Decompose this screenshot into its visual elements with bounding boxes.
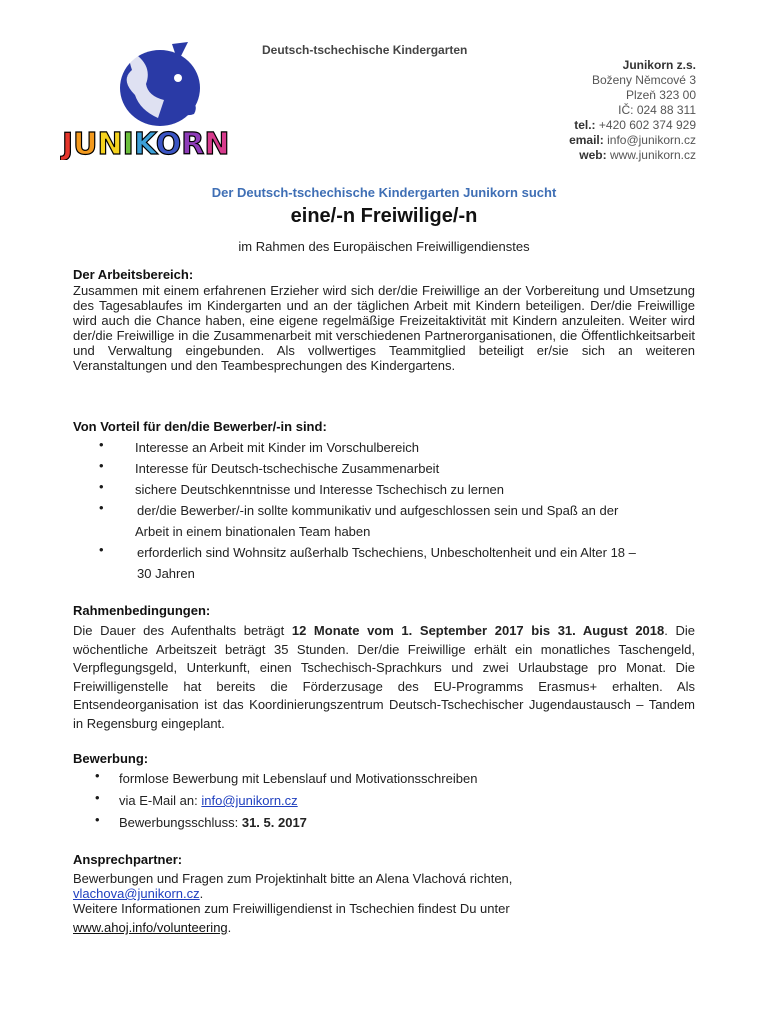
section-heading-rahmen: Rahmenbedingungen: <box>73 603 211 618</box>
rahmen-text: Die Dauer des Aufenthalts beträgt 12 Monate vom 1. September 2017 bis 31. August 2018. Die wöchentliche Arbeitszeit beträgt 35 Stunden. Der/die Freiwillige erhält ein monatliches Taschengeld, Verpflegungsgeld, Unterkunft, einen Tschechisch-Sprachkurs und zwei Urlaubstage pro Monat. Die Freiwilligenstelle hat bereits die Förderzusage des EU-Programms Erasmus+ erhalten. Als Entsendeorganisation ist das Koordinierungszentrum Deutsch-Tschechischer Jugendaustausch – Tandem in Regensburg eingeplant. <box>73 623 696 731</box>
kontakt-text: Bewerbungen und Fragen zum Projektinhalt bitte an Alena Vlachová richten, vlachova@junikorn.cz. Weitere Informationen zum Freiwilligendienst in Tschechien findest Du unter www.ahoj.info/volunteering. <box>73 871 513 935</box>
contact-name: Junikorn z.s. <box>622 58 696 72</box>
list-item: • Bewerbungsschluss: 31. 5. 2017 <box>95 812 307 830</box>
contact-street: Boženy Němcové 3 <box>591 73 696 87</box>
list-item: • formlose Bewerbung mit Lebenslauf und Motivationsschreiben <box>95 768 478 786</box>
page-title: eine/-n Freiwilige/-n <box>290 205 478 227</box>
contact-block <box>569 58 696 163</box>
vlachova-email-link[interactable]: vlachova@junikorn.cz <box>73 886 200 901</box>
contact-tel: tel.: +420 602 374 929 <box>574 118 696 132</box>
section-heading-vorteil: Von Vorteil für den/die Bewerber/-in sind: <box>73 419 327 434</box>
section-heading-arbeitsbereich: Der Arbeitsbereich: <box>73 267 194 282</box>
email-link[interactable]: info@junikorn.cz <box>201 793 298 808</box>
section-heading-bewerbung: Bewerbung: <box>73 751 149 766</box>
tagline: im Rahmen des Europäischen Freiwilligendienstes <box>238 239 530 254</box>
bewerbung-list <box>73 768 695 834</box>
list-item-continuation: Arbeit in einem binationalen Team haben <box>135 524 371 539</box>
unicorn-icon <box>60 40 265 160</box>
list-item: • via E-Mail an: info@junikorn.cz <box>95 790 298 808</box>
vorteil-list <box>73 437 695 584</box>
volunteering-link[interactable]: www.ahoj.info/volunteering <box>73 920 228 935</box>
list-item: • Interesse an Arbeit mit Kinder im Vorschulbereich <box>99 437 419 455</box>
list-item: • Interesse für Deutsch-tschechische Zusammenarbeit <box>99 458 440 476</box>
list-item: • erforderlich sind Wohnsitz außerhalb Tschechiens, Unbescholtenheit und ein Alter 18 – <box>99 542 636 560</box>
contact-ic: IČ: 024 88 311 <box>618 103 696 117</box>
section-heading-kontakt: Ansprechpartner: <box>73 852 183 867</box>
org-title: Deutsch-tschechische Kindergarten <box>262 43 468 57</box>
list-item: • der/die Bewerber/-in sollte kommunikativ und aufgeschlossen sein und Spaß an der <box>99 500 619 518</box>
subtitle: Der Deutsch-tschechische Kindergarten Junikorn sucht <box>211 185 557 200</box>
contact-email: email: info@junikorn.cz <box>569 133 696 147</box>
junikorn-logo <box>60 40 265 160</box>
contact-city: Plzeň 323 00 <box>625 88 696 102</box>
contact-web: web: www.junikorn.cz <box>579 148 696 162</box>
arbeitsbereich-text: Zusammen mit einem erfahrenen Erzieher wird sich der/die Freiwillige an der Vorbereitung und Umsetzung des Tagesablaufes im Kindergarten und an der täglichen Arbeit mit Kindern beteiligen. Der/die Freiwillige wird auch die Chance haben, eine eigene regelmäßige Freizeitaktivität mit Kindern anzuleiten. Weiter wird der/die Freiwillige in die Zusammenarbeit mit verschiedenen Partnerorganisationen, die Öffentlichkeitsarbeit und Verwaltung eingebunden. Als vollwertiges Teammitglied beteiligt er/sie sich an weiteren Veranstaltungen und den Teambesprechungen des Kindergartens. <box>73 283 695 373</box>
svg-text:JUNIKORN: JUNIKORN <box>62 127 230 160</box>
list-item: • sichere Deutschkenntnisse und Interesse Tschechisch zu lernen <box>99 479 505 497</box>
list-item-continuation: 30 Jahren <box>137 566 195 581</box>
